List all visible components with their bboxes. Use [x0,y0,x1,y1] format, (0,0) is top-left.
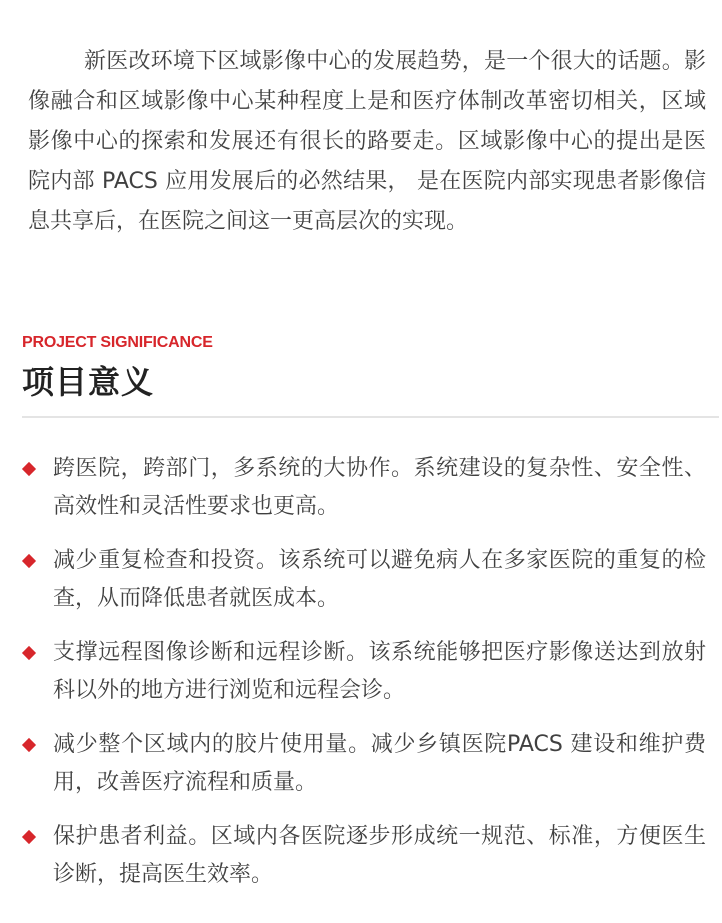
diamond-bullet-icon [22,830,36,844]
list-item [0,450,722,526]
section-title-en: PROJECT SIGNIFICANCE [22,334,213,351]
significance-list [0,450,722,910]
list-item-text: 跨医院，跨部门，多系统的大协作。系统建设的复杂性、安全性、高效性和灵活性要求也更高。 [53,456,706,519]
list-item [0,726,722,802]
diamond-bullet-icon [22,462,36,476]
list-item [0,542,722,618]
list-item-text: 保护患者利益。区域内各医院逐步形成统一规范、标准，方便医生诊断，提高医生效率。 [53,824,706,887]
section-title: 项目意义 [22,363,155,401]
list-item-text: 减少重复检查和投资。该系统可以避免病人在多家医院的重复的检查，从而降低患者就医成本。 [53,548,706,611]
list-item [0,818,722,894]
diamond-bullet-icon [22,738,36,752]
diamond-bullet-icon [22,554,36,568]
list-item-text: 减少整个区域内的胶片使用量。减少乡镇医院PACS 建设和维护费用，改善医疗流程和质量。 [53,732,706,795]
list-item-text: 支撑远程图像诊断和远程诊断。该系统能够把医疗影像送达到放射科以外的地方进行浏览和远程会诊。 [53,640,706,703]
diamond-bullet-icon [22,646,36,660]
section-divider [22,416,719,418]
intro-paragraph: 新医改环境下区域影像中心的发展趋势，是一个很大的话题。影像融合和区域影像中心某种程度上是和医疗体制改革密切相关，区域影像中心的探索和发展还有很长的路要走。区域影像中心的提出是医院内部 PACS 应用发展后的必然结果， 是在医院内部实现患者影像信息共享后，在医院之间这一更高层次的实现。 [28,49,706,234]
list-item [0,634,722,710]
